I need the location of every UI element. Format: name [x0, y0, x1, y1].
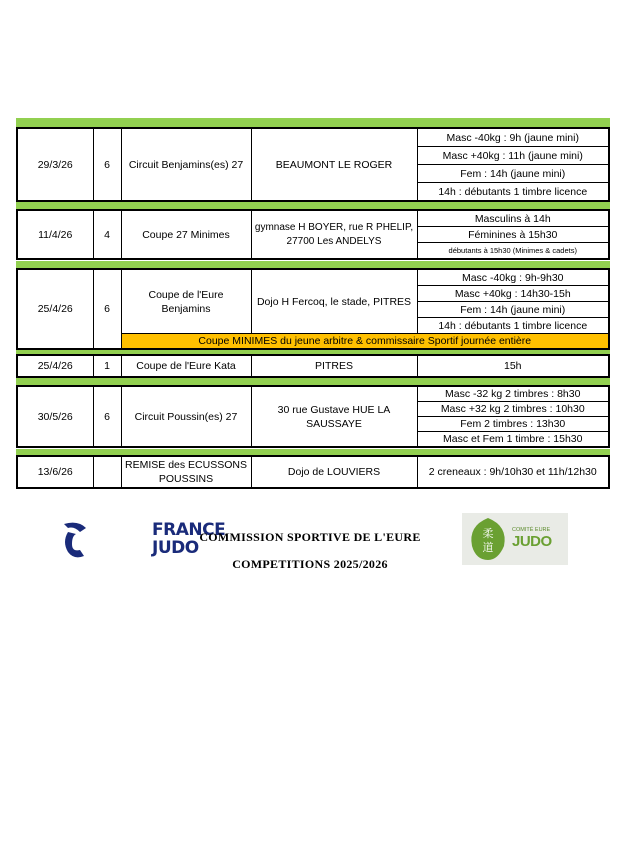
event-schedule: 15h [417, 355, 609, 377]
event-name: REMISE des ECUSSONS POUSSINS [121, 456, 251, 488]
event-block-1 [16, 127, 610, 202]
event-place: Dojo H Fercoq, le stade, PITRES [251, 269, 417, 334]
event-number: 4 [93, 210, 121, 259]
event-block-4 [16, 354, 610, 378]
event-block-3 [16, 268, 610, 350]
event-place: gymnase H BOYER, rue R PHELIP, 27700 Les ANDELYS [251, 210, 417, 259]
comite-judo-label: JUDO [512, 533, 552, 550]
event-number: 6 [93, 386, 121, 447]
event-name: Circuit Benjamins(es) 27 [121, 128, 251, 201]
event-name: Coupe de l'Eure Kata [121, 355, 251, 377]
france-judo-line2: JUDO [152, 538, 199, 558]
event-schedule: Masc +40kg : 11h (jaune mini) [417, 147, 609, 165]
event-date: 25/4/26 [17, 355, 93, 377]
event-schedule: 2 creneaux : 9h/10h30 et 11h/12h30 [417, 456, 609, 488]
event-schedule: Fem : 14h (jaune mini) [417, 302, 609, 318]
event-number: 6 [93, 128, 121, 201]
event-schedule: Masc -32 kg 2 timbres : 8h30 [417, 386, 609, 402]
svg-text:道: 道 [482, 541, 494, 554]
event-date: 11/4/26 [17, 210, 93, 259]
event-date: 13/6/26 [17, 456, 93, 488]
event-number [93, 456, 121, 488]
event-block-6 [16, 455, 610, 489]
event-place: 30 rue Gustave HUE LA SAUSSAYE [251, 386, 417, 447]
svg-text:柔: 柔 [482, 527, 494, 540]
event-date: 29/3/26 [17, 128, 93, 201]
comite-eure-judo-logo [462, 513, 568, 565]
france-judo-line1: FRANCE [152, 520, 226, 540]
event-date: 30/5/26 [17, 386, 93, 447]
green-separator [16, 261, 610, 268]
footer-commission-title: COMMISSION SPORTIVE DE L'EURE [199, 530, 421, 544]
event-schedule: Fem 2 timbres : 13h30 [417, 417, 609, 432]
france-judo-emblem-icon [60, 520, 90, 560]
event-name: Coupe de l'Eure Benjamins [121, 269, 251, 334]
green-separator [16, 202, 610, 209]
footer-competitions-title: COMPETITIONS 2025/2026 [232, 557, 388, 571]
green-leaf-icon [466, 516, 510, 562]
event-schedule: 14h : débutants 1 timbre licence [417, 183, 609, 202]
event-name: Circuit Poussin(es) 27 [121, 386, 251, 447]
event-schedule: 14h : débutants 1 timbre licence [417, 318, 609, 334]
comite-eure-label: COMITÉ EURE [512, 527, 551, 533]
event-schedule: Féminines à 15h30 [417, 227, 609, 243]
event-date: 25/4/26 [17, 269, 93, 349]
event-place: PITRES [251, 355, 417, 377]
event-place: Dojo de LOUVIERS [251, 456, 417, 488]
event-schedule: Masc -40kg : 9h-9h30 [417, 269, 609, 286]
event-schedule: Masc +32 kg 2 timbres : 10h30 [417, 402, 609, 417]
event-number: 1 [93, 355, 121, 377]
event-place: BEAUMONT LE ROGER [251, 128, 417, 201]
event-block-5 [16, 385, 610, 448]
event-number: 6 [93, 269, 121, 349]
event-note: Coupe MINIMES du jeune arbitre & commissaire Sportif journée entière [121, 334, 609, 350]
event-schedule: Fem : 14h (jaune mini) [417, 165, 609, 183]
france-judo-logo [60, 518, 226, 562]
event-name: Coupe 27 Minimes [121, 210, 251, 259]
event-schedule: débutants à 15h30 (Minimes & cadets) [417, 243, 609, 260]
event-block-2 [16, 209, 610, 260]
green-separator [16, 378, 610, 385]
event-schedule: Masc +40kg : 14h30-15h [417, 286, 609, 302]
event-schedule: Masc et Fem 1 timbre : 15h30 [417, 432, 609, 448]
green-separator [16, 118, 610, 127]
event-schedule: Masc -40kg : 9h (jaune mini) [417, 128, 609, 147]
event-schedule: Masculins à 14h [417, 210, 609, 227]
